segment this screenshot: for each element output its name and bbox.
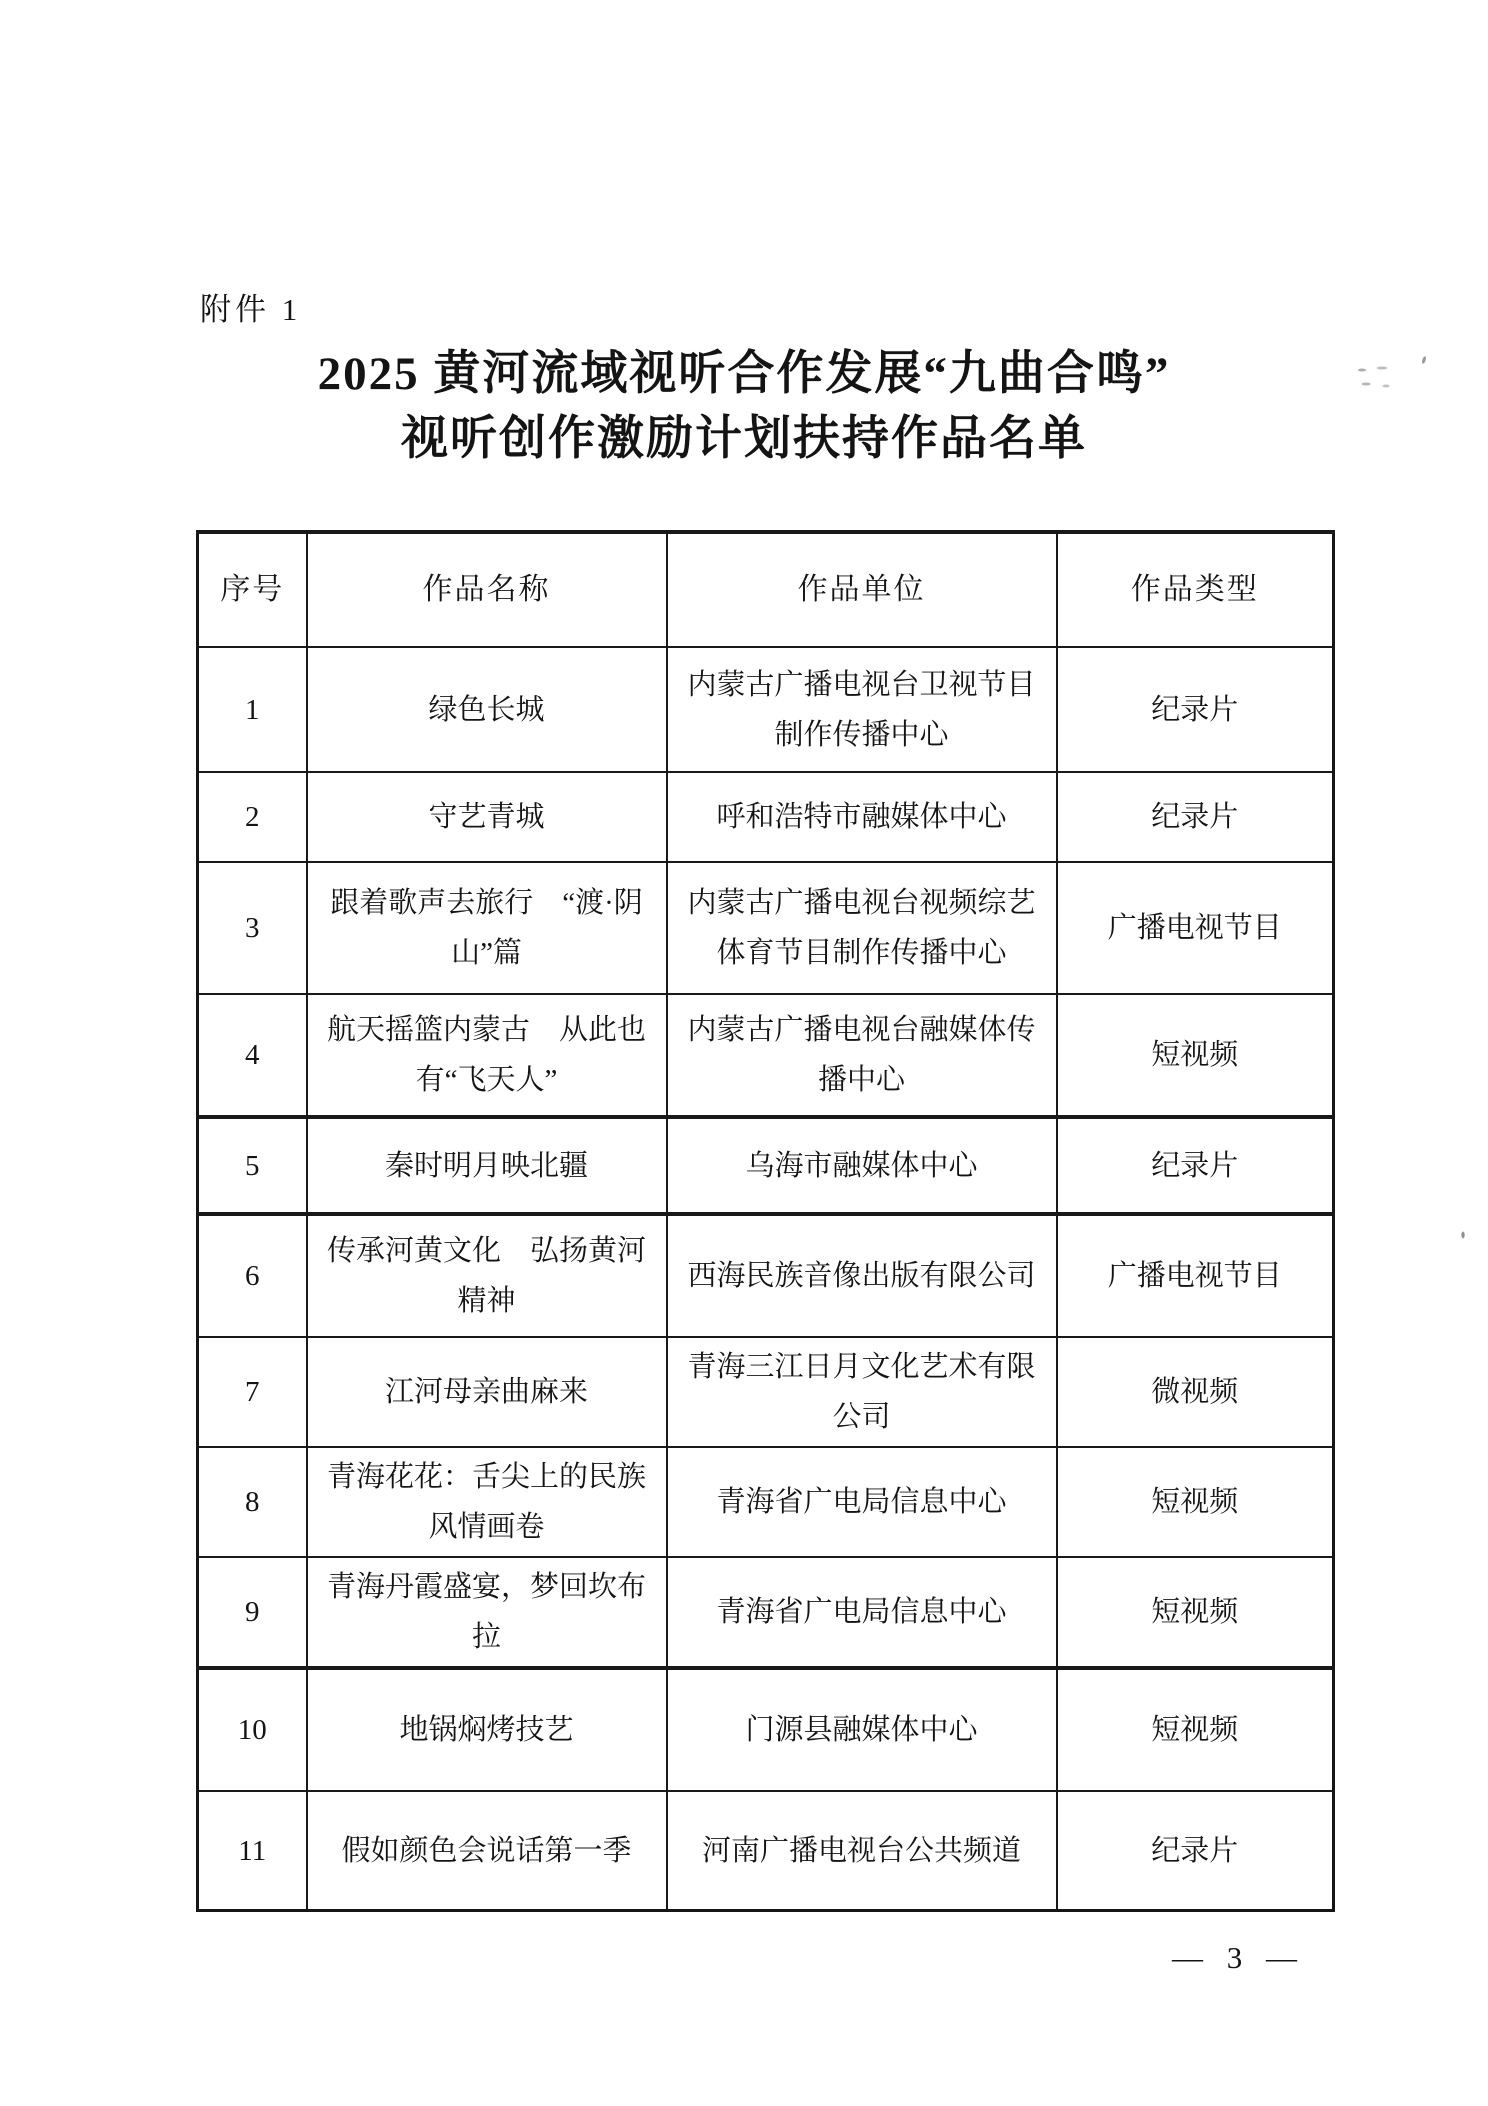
cell-work-unit: 内蒙古广播电视台视频综艺体育节目制作传播中心: [667, 862, 1057, 994]
attachment-label: 附件 1: [200, 292, 302, 327]
cell-work-name: 航天摇篮内蒙古 从此也有“飞天人”: [307, 994, 667, 1117]
cell-serial-number: 9: [198, 1557, 307, 1668]
document-title: [0, 342, 1488, 472]
cell-serial-number: 8: [198, 1447, 307, 1557]
cell-work-unit: 青海三江日月文化艺术有限公司: [667, 1337, 1057, 1447]
cell-work-unit: 青海省广电局信息中心: [667, 1557, 1057, 1668]
table-row: [198, 1447, 1334, 1557]
cell-serial-number: 4: [198, 994, 307, 1117]
cell-work-type: 广播电视节目: [1057, 1214, 1334, 1337]
table-row: [198, 647, 1334, 772]
cell-work-unit: 西海民族音像出版有限公司: [667, 1214, 1057, 1337]
table-row: [198, 1117, 1334, 1214]
cell-work-name: 青海丹霞盛宴，梦回坎布拉: [307, 1557, 667, 1668]
cell-work-name: 绿色长城: [307, 647, 667, 772]
cell-work-name: 守艺青城: [307, 772, 667, 862]
cell-work-type: 短视频: [1057, 1447, 1334, 1557]
cell-work-type: 短视频: [1057, 994, 1334, 1117]
table-row: [198, 1337, 1334, 1447]
cell-work-type: 短视频: [1057, 1557, 1334, 1668]
cell-work-name: 青海花花：舌尖上的民族风情画卷: [307, 1447, 667, 1557]
table-row: [198, 1791, 1334, 1911]
table-row: [198, 772, 1334, 862]
table-row: [198, 1557, 1334, 1668]
cell-serial-number: 2: [198, 772, 307, 862]
cell-work-unit: 河南广播电视台公共频道: [667, 1791, 1057, 1911]
cell-work-name: 地锅焖烤技艺: [307, 1668, 667, 1791]
cell-serial-number: 11: [198, 1791, 307, 1911]
cell-work-name: 假如颜色会说话第一季: [307, 1791, 667, 1911]
page-number: — 3 —: [1172, 1940, 1305, 1975]
cell-work-type: 微视频: [1057, 1337, 1334, 1447]
cell-serial-number: 6: [198, 1214, 307, 1337]
table-row: [198, 1214, 1334, 1337]
table-row: [198, 1668, 1334, 1791]
cell-serial-number: 1: [198, 647, 307, 772]
cell-work-type: 纪录片: [1057, 647, 1334, 772]
table-header-row: [198, 532, 1334, 647]
cell-work-unit: 呼和浩特市融媒体中心: [667, 772, 1057, 862]
cell-serial-number: 10: [198, 1668, 307, 1791]
table-row: [198, 994, 1334, 1117]
cell-work-unit: 乌海市融媒体中心: [667, 1117, 1057, 1214]
cell-work-unit: 门源县融媒体中心: [667, 1668, 1057, 1791]
cell-work-unit: 内蒙古广播电视台卫视节目制作传播中心: [667, 647, 1057, 772]
table-row: [198, 862, 1334, 994]
cell-serial-number: 7: [198, 1337, 307, 1447]
works-table: [196, 530, 1335, 1912]
cell-work-type: 纪录片: [1057, 1117, 1334, 1214]
cell-work-name: 跟着歌声去旅行 “渡·阴山”篇: [307, 862, 667, 994]
col-header-type: 作品类型: [1057, 532, 1334, 647]
cell-work-name: 江河母亲曲麻来: [307, 1337, 667, 1447]
cell-work-unit: 内蒙古广播电视台融媒体传播中心: [667, 994, 1057, 1117]
cell-work-type: 纪录片: [1057, 772, 1334, 862]
scan-smudge: [1458, 1228, 1468, 1242]
cell-work-name: 传承河黄文化 弘扬黄河精神: [307, 1214, 667, 1337]
cell-work-type: 广播电视节目: [1057, 862, 1334, 994]
title-line-2: 视听创作激励计划扶持作品名单: [401, 413, 1087, 465]
cell-work-type: 短视频: [1057, 1668, 1334, 1791]
col-header-no: 序号: [198, 532, 307, 647]
cell-serial-number: 3: [198, 862, 307, 994]
col-header-unit: 作品单位: [667, 532, 1057, 647]
cell-work-name: 秦时明月映北疆: [307, 1117, 667, 1214]
title-line-1: 2025 黄河流域视听合作发展“九曲合鸣”: [317, 348, 1171, 400]
cell-work-unit: 青海省广电局信息中心: [667, 1447, 1057, 1557]
cell-serial-number: 5: [198, 1117, 307, 1214]
col-header-name: 作品名称: [307, 532, 667, 647]
cell-work-type: 纪录片: [1057, 1791, 1334, 1911]
